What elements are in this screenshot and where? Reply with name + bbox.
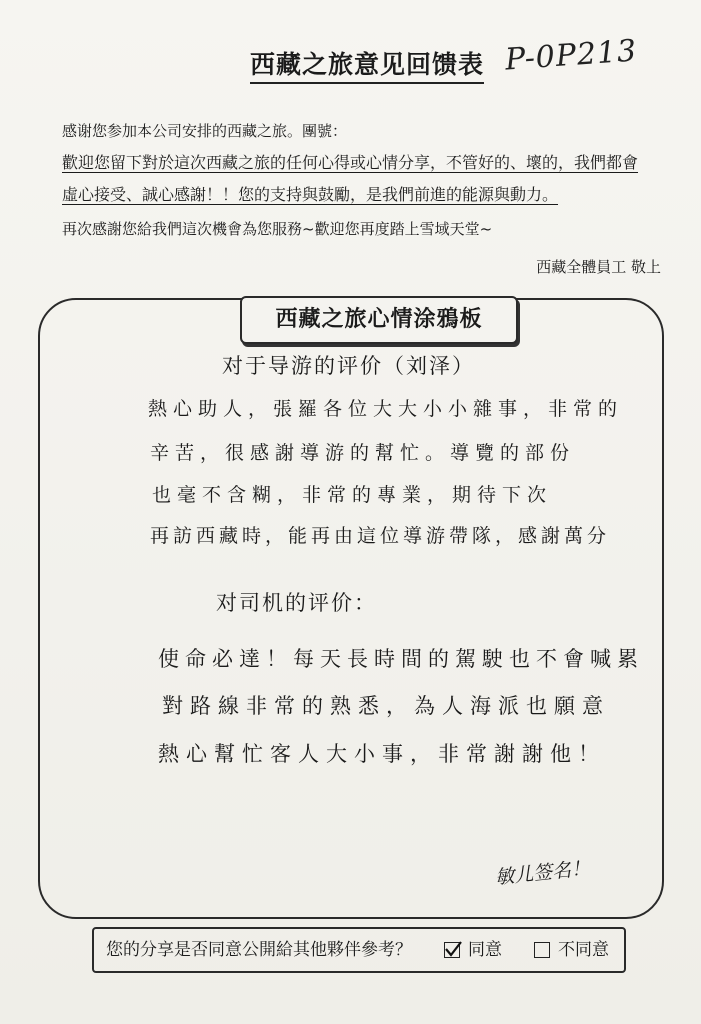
agree-checkbox[interactable] (444, 942, 460, 958)
share-consent-box (92, 927, 626, 973)
handwritten-tour-code: P-0P213 (503, 33, 639, 78)
guide-review-line: 辛苦，很感謝導游的幫忙。導覽的部份 (150, 442, 576, 464)
driver-review-line: 對路線非常的熟悉，為人海派也願意 (162, 694, 610, 718)
handwritten-signature: 敏儿签名！ (494, 857, 592, 889)
intro-thanks-again: 再次感謝您給我們這次機會為您服務~歡迎您再度踏上雪域天堂~ (62, 220, 493, 238)
driver-review-heading: 对司机的评价： (216, 591, 377, 615)
agree-label: 同意 (468, 940, 502, 960)
intro-welcome: 歡迎您留下對於這次西藏之旅的任何心得或心情分享，不管好的、壞的，我們都會 (62, 153, 639, 172)
disagree-label: 不同意 (558, 940, 609, 960)
disagree-checkbox[interactable] (534, 942, 550, 958)
form-title: 西藏之旅意见回馈表 (250, 50, 484, 84)
disagree-option[interactable] (534, 929, 609, 971)
driver-review-line: 熱心幫忙客人大小事，非常謝謝他！ (158, 742, 606, 766)
signoff: 西藏全體員工 敬上 (536, 258, 661, 276)
guide-review-line: 再訪西藏時，能再由這位導游帶隊，感謝萬分 (150, 525, 611, 547)
consent-question: 您的分享是否同意公開給其他夥伴參考？ (106, 940, 412, 960)
agree-option[interactable] (444, 929, 502, 971)
doodle-board-title: 西藏之旅心情涂鴉板 (240, 296, 518, 344)
intro-thanks: 感谢您参加本公司安排的西藏之旅。團號： (62, 122, 348, 140)
guide-review-heading: 对于导游的评价（刘泽） (222, 354, 475, 378)
checkmark-icon (443, 939, 463, 959)
driver-review-line: 使命必達！每天長時間的駕駛也不會喊累 (158, 647, 644, 671)
intro-appreciation: 虛心接受、誠心感謝！！您的支持與鼓勵，是我們前進的能源與動力。 (62, 185, 559, 204)
guide-review-line: 熱心助人，張羅各位大大小小雜事，非常的 (148, 398, 624, 420)
guide-review-line: 也毫不含糊，非常的專業，期待下次 (152, 484, 553, 506)
